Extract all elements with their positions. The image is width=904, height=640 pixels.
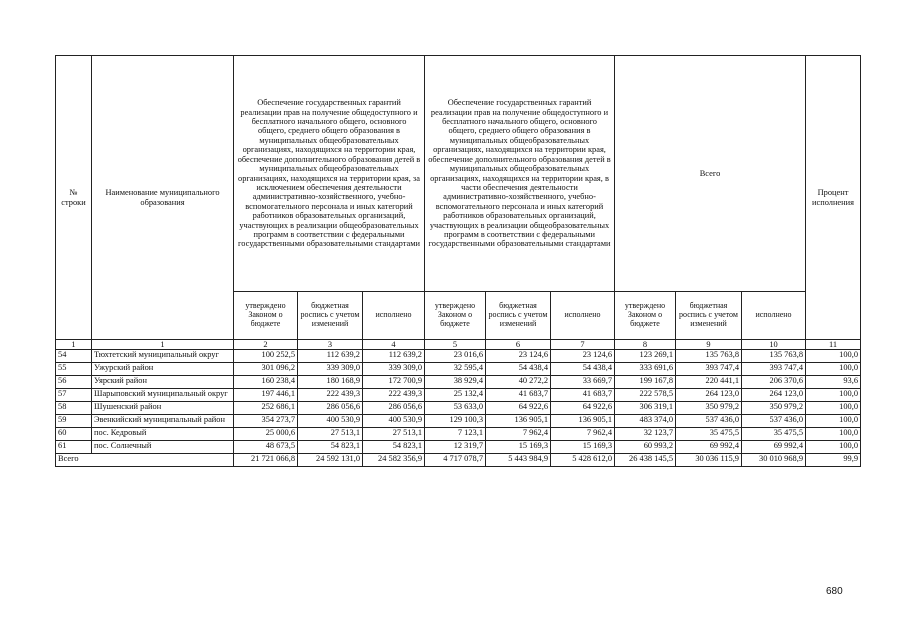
cell-percent: 100,0 bbox=[806, 415, 861, 428]
cell-value: 38 929,4 bbox=[425, 376, 486, 389]
table-row bbox=[56, 428, 861, 441]
cell-value: 54 823,1 bbox=[298, 441, 363, 454]
cell-value: 222 439,3 bbox=[298, 389, 363, 402]
cell-value: 23 016,6 bbox=[425, 350, 486, 363]
table-row bbox=[56, 402, 861, 415]
cell-value: 252 686,1 bbox=[234, 402, 298, 415]
cell-value: 112 639,2 bbox=[298, 350, 363, 363]
cell-percent: 100,0 bbox=[806, 441, 861, 454]
cell-value: 537 436,0 bbox=[676, 415, 742, 428]
total-value: 24 582 356,9 bbox=[363, 454, 425, 467]
column-number: 3 bbox=[298, 340, 363, 350]
cell-value: 220 441,1 bbox=[676, 376, 742, 389]
cell-value: 123 269,1 bbox=[615, 350, 676, 363]
cell-value: 25 000,6 bbox=[234, 428, 298, 441]
cell-value: 41 683,7 bbox=[551, 389, 615, 402]
cell-value: 54 438,4 bbox=[486, 363, 551, 376]
table-row bbox=[56, 376, 861, 389]
cell-value: 35 475,5 bbox=[742, 428, 806, 441]
cell-value: 27 513,1 bbox=[298, 428, 363, 441]
cell-value: 400 530,9 bbox=[363, 415, 425, 428]
cell-value: 40 272,2 bbox=[486, 376, 551, 389]
column-number: 2 bbox=[234, 340, 298, 350]
cell-value: 483 374,0 bbox=[615, 415, 676, 428]
total-value: 30 036 115,9 bbox=[676, 454, 742, 467]
column-number: 8 bbox=[615, 340, 676, 350]
cell-value: 206 370,6 bbox=[742, 376, 806, 389]
cell-value: 41 683,7 bbox=[486, 389, 551, 402]
cell-percent: 100,0 bbox=[806, 402, 861, 415]
table-row bbox=[56, 389, 861, 402]
cell-percent: 93,6 bbox=[806, 376, 861, 389]
cell-value: 306 319,1 bbox=[615, 402, 676, 415]
total-value: 5 428 612,0 bbox=[551, 454, 615, 467]
table-row bbox=[56, 363, 861, 376]
cell-percent: 100,0 bbox=[806, 350, 861, 363]
total-percent: 99,9 bbox=[806, 454, 861, 467]
column-number: 5 bbox=[425, 340, 486, 350]
cell-value: 15 169,3 bbox=[551, 441, 615, 454]
header-group-total: Всего bbox=[615, 56, 806, 292]
municipality-name: пос. Кедровый bbox=[92, 428, 234, 441]
municipality-name: Шушенский район bbox=[92, 402, 234, 415]
cell-value: 393 747,4 bbox=[676, 363, 742, 376]
total-value: 5 443 984,9 bbox=[486, 454, 551, 467]
header-group-guarantees: Обеспечение государственных гарантий реализации прав на получение общедоступного и бесплатного начального общего, основного общего, среднего общего образования в муниципальных общеобразовательных организациях, находящихся на территории края, обеспечение дополнительного образования детей в муниципальных общеобразовательных организациях, находящихся на территории края, за исключением обеспечения деятельности административно-хозяйственного, учебно-вспомогательного персонала и иных категорий работников образовательных организаций, участвующих в реализации общеобразовательных программ в соответствии с федеральными государственными образовательными стандартами bbox=[234, 56, 425, 292]
column-number-row bbox=[56, 340, 861, 350]
column-number: 1 bbox=[92, 340, 234, 350]
row-number: 61 bbox=[56, 441, 92, 454]
cell-value: 112 639,2 bbox=[363, 350, 425, 363]
cell-value: 53 633,0 bbox=[425, 402, 486, 415]
table-row bbox=[56, 350, 861, 363]
cell-value: 172 700,9 bbox=[363, 376, 425, 389]
cell-value: 286 056,6 bbox=[298, 402, 363, 415]
subheader-budget-list: бюджетная роспись с учетом изменений bbox=[486, 292, 551, 340]
cell-value: 60 993,2 bbox=[615, 441, 676, 454]
cell-value: 25 132,4 bbox=[425, 389, 486, 402]
cell-value: 27 513,1 bbox=[363, 428, 425, 441]
column-number: 9 bbox=[676, 340, 742, 350]
header-group-support-staff: Обеспечение государственных гарантий реализации прав на получение общедоступного и бесплатного начального общего, основного общего, среднего общего образования в муниципальных общеобразовательных организациях, находящихся на территории края, обеспечение дополнительного образования детей в муниципальных общеобразовательных организациях, находящихся на территории края, в части обеспечения деятельности административно-хозяйственного, учебно-вспомогательного персонала и иных категорий работников образовательных организаций, участвующих в реализации общеобразовательных программ в соответствии с федеральными государственными образовательными стандартами bbox=[425, 56, 615, 292]
cell-value: 35 475,5 bbox=[676, 428, 742, 441]
cell-value: 129 100,3 bbox=[425, 415, 486, 428]
cell-value: 136 905,1 bbox=[486, 415, 551, 428]
page-number: 680 bbox=[826, 586, 843, 597]
subheader-executed: исполнено bbox=[742, 292, 806, 340]
municipality-name: Тюхтетский муниципальный округ bbox=[92, 350, 234, 363]
cell-value: 64 922,6 bbox=[486, 402, 551, 415]
cell-value: 15 169,3 bbox=[486, 441, 551, 454]
cell-percent: 100,0 bbox=[806, 363, 861, 376]
municipality-name: Шарыповский муниципальный округ bbox=[92, 389, 234, 402]
total-value: 24 592 131,0 bbox=[298, 454, 363, 467]
cell-value: 135 763,8 bbox=[676, 350, 742, 363]
cell-value: 136 905,1 bbox=[551, 415, 615, 428]
column-number: 7 bbox=[551, 340, 615, 350]
cell-value: 264 123,0 bbox=[742, 389, 806, 402]
cell-value: 264 123,0 bbox=[676, 389, 742, 402]
municipality-name: пос. Солнечный bbox=[92, 441, 234, 454]
total-value: 4 717 078,7 bbox=[425, 454, 486, 467]
cell-value: 350 979,2 bbox=[742, 402, 806, 415]
cell-value: 23 124,6 bbox=[551, 350, 615, 363]
row-number: 60 bbox=[56, 428, 92, 441]
cell-value: 7 123,1 bbox=[425, 428, 486, 441]
column-number: 11 bbox=[806, 340, 861, 350]
subheader-budget-list: бюджетная роспись с учетом изменений bbox=[298, 292, 363, 340]
cell-value: 222 578,5 bbox=[615, 389, 676, 402]
cell-value: 69 992,4 bbox=[742, 441, 806, 454]
cell-value: 48 673,5 bbox=[234, 441, 298, 454]
subheader-approved: утверждено Законом о бюджете bbox=[615, 292, 676, 340]
cell-value: 100 252,5 bbox=[234, 350, 298, 363]
cell-value: 350 979,2 bbox=[676, 402, 742, 415]
cell-value: 54 438,4 bbox=[551, 363, 615, 376]
table-row bbox=[56, 441, 861, 454]
cell-value: 393 747,4 bbox=[742, 363, 806, 376]
cell-percent: 100,0 bbox=[806, 389, 861, 402]
total-label: Всего bbox=[56, 454, 234, 467]
cell-value: 32 123,7 bbox=[615, 428, 676, 441]
column-number: 10 bbox=[742, 340, 806, 350]
total-row bbox=[56, 454, 861, 467]
cell-value: 199 167,8 bbox=[615, 376, 676, 389]
table-row bbox=[56, 415, 861, 428]
row-number: 57 bbox=[56, 389, 92, 402]
cell-value: 23 124,6 bbox=[486, 350, 551, 363]
municipality-name: Эвенкийский муниципальный район bbox=[92, 415, 234, 428]
cell-value: 7 962,4 bbox=[486, 428, 551, 441]
subheader-budget-list: бюджетная роспись с учетом изменений bbox=[676, 292, 742, 340]
cell-value: 12 319,7 bbox=[425, 441, 486, 454]
cell-value: 537 436,0 bbox=[742, 415, 806, 428]
cell-value: 180 168,9 bbox=[298, 376, 363, 389]
budget-table bbox=[55, 55, 861, 467]
row-number: 54 bbox=[56, 350, 92, 363]
total-value: 30 010 968,9 bbox=[742, 454, 806, 467]
header-municipality-name: Наименование муниципального образования bbox=[92, 56, 234, 340]
cell-value: 32 595,4 bbox=[425, 363, 486, 376]
cell-value: 64 922,6 bbox=[551, 402, 615, 415]
cell-value: 69 992,4 bbox=[676, 441, 742, 454]
cell-value: 339 309,0 bbox=[298, 363, 363, 376]
column-number: 6 bbox=[486, 340, 551, 350]
column-number: 1 bbox=[56, 340, 92, 350]
municipality-name: Ужурский район bbox=[92, 363, 234, 376]
subheader-approved: утверждено Законом о бюджете bbox=[234, 292, 298, 340]
header-row-number: № строки bbox=[56, 56, 92, 340]
cell-value: 33 669,7 bbox=[551, 376, 615, 389]
municipality-name: Уярский район bbox=[92, 376, 234, 389]
subheader-executed: исполнено bbox=[363, 292, 425, 340]
row-number: 58 bbox=[56, 402, 92, 415]
cell-value: 286 056,6 bbox=[363, 402, 425, 415]
cell-value: 400 530,9 bbox=[298, 415, 363, 428]
cell-value: 7 962,4 bbox=[551, 428, 615, 441]
row-number: 56 bbox=[56, 376, 92, 389]
cell-value: 222 439,3 bbox=[363, 389, 425, 402]
cell-percent: 100,0 bbox=[806, 428, 861, 441]
column-number: 4 bbox=[363, 340, 425, 350]
cell-value: 54 823,1 bbox=[363, 441, 425, 454]
cell-value: 354 273,7 bbox=[234, 415, 298, 428]
cell-value: 339 309,0 bbox=[363, 363, 425, 376]
cell-value: 301 096,2 bbox=[234, 363, 298, 376]
header-percent: Процент исполнения bbox=[806, 56, 861, 340]
total-value: 26 438 145,5 bbox=[615, 454, 676, 467]
subheader-executed: исполнено bbox=[551, 292, 615, 340]
total-value: 21 721 066,8 bbox=[234, 454, 298, 467]
cell-value: 160 238,4 bbox=[234, 376, 298, 389]
subheader-approved: утверждено Законом о бюджете bbox=[425, 292, 486, 340]
row-number: 55 bbox=[56, 363, 92, 376]
cell-value: 197 446,1 bbox=[234, 389, 298, 402]
cell-value: 135 763,8 bbox=[742, 350, 806, 363]
cell-value: 333 691,6 bbox=[615, 363, 676, 376]
row-number: 59 bbox=[56, 415, 92, 428]
